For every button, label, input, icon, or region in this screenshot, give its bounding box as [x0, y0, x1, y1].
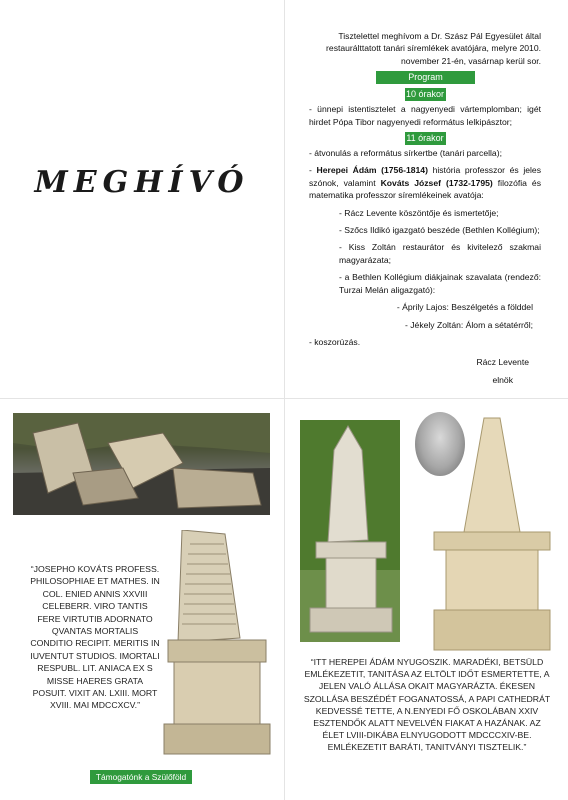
signature-name: Rácz Levente: [476, 357, 529, 368]
fold-line-vertical: [284, 0, 285, 800]
page-title: MEGHÍVÓ: [34, 165, 250, 200]
sub-item-recital: - a Bethlen Kollégium diákjainak szavalata (rendező: Turzai Melán aligazgató):: [339, 272, 541, 295]
program-item-service: - ünnepi istentisztelet a nagyenyedi vártemplomban; igét hirdet Pópa Tibor nagyenyedi református lelkipásztor;: [309, 104, 541, 127]
monument-before-illustration: [300, 420, 400, 642]
time-label-10: 10 órakor: [405, 89, 445, 100]
sub-item-restorer: - Kiss Zoltán restaurátor és kivitelező szakmai magyarázata;: [339, 242, 541, 265]
ruins-illustration: [13, 413, 270, 515]
fold-line-horizontal: [0, 398, 568, 399]
sub-item-welcome: - Rácz Levente köszöntője és ismertetője;: [339, 207, 499, 218]
poem-item-2: - Jékely Zoltán: Álom a sétatérről;: [405, 319, 533, 330]
invitation-text: [309, 30, 541, 386]
poem-item-1: - Áprily Lajos: Beszélgetés a földdel: [396, 302, 533, 313]
program-item-inauguration: - Herepei Ádám (1756-1814) história professzor és jeles szónok, valamint Kováts József (1732-1795) filozófia és matematika professzor síremlékeinek avatója:: [309, 165, 542, 201]
kovats-monument-photo: [160, 530, 272, 758]
hungarian-inscription: “ITT HEREPEI ÁDÁM NYUGOSZIK. MARADÉKI, BETSÜLD EMLÉKEZETIT, TANITÁSA AZ ELTÖLT IDŐT ESMERTETTE, A JELEN VALÓ ÁLLÁSA OKAIT MAGYARÁZTA. ÉKESEN SZOLLÁSA BESZÉDÉT FOGANATOSSÁ, A PAPI CATHEDRÁT KEDVESSÉ TETTE, A N.ENYEDI FŐ OSKOLÁBAN XXIV ESZTENDŐK ALATT NEVELVÉN FIAKAT A HAZÁNAK. AZ ÉLET LVIII-DIKÁBA ELNYUGODOTT MDCCCXIV-BE. EMLÉKEZETIT BARÁTI, TANITVÁNYI TISZTELIK.”: [303, 657, 551, 753]
time-label-11: 11 órakor: [406, 133, 444, 144]
signature-title: elnök: [492, 374, 513, 385]
monument-illustration: [160, 530, 272, 758]
ruined-monument-photo: [13, 413, 270, 515]
latin-inscription: “JOSEPHO KOVÁTS PROFESS. PHILOSOPHIAE ET MATHES. IN COL. ENIED ANNIS XXVIII CELEBERR. VIRO TANTIS FERE VIRTUTIB ADORNATO QVANTAS MORTALIS CONDITIO RECIPIT. MERITIS IN IUVENTUT STUDIOS. IMORTALI RESPUBL. LIT. ANIACA EX S MISSE HAERES GRATA POSUIT. VIXIT AN. LXIII. MORT XVIII. MAI MDCCXCV.”: [30, 564, 160, 711]
program-item-procession: - átvonulás a református sírkertbe (tanári parcella);: [309, 148, 502, 159]
name-herepei: Herepei Ádám (1756-1814): [316, 165, 428, 176]
program-item-wreath: - koszorúzás.: [309, 336, 361, 347]
name-kovats: Kováts József (1732-1795): [380, 177, 493, 188]
sub-item-speech: - Szőcs Ildikó igazgató beszéde (Bethlen Kollégium);: [339, 225, 540, 236]
portrait-engraving: [415, 412, 465, 476]
program-label: Program: [376, 71, 475, 84]
herepei-monument-before-photo: [300, 420, 400, 642]
invitation-intro: Tisztelettel meghívom a Dr. Szász Pál Egyesület által restaurálttatott tanári síremlékek avatójára, melyre 2010. november 21-én, vasárnap kerül sor.: [326, 31, 541, 66]
sponsor-badge: Támogatónk a Szülőföld Alap: [90, 770, 192, 784]
